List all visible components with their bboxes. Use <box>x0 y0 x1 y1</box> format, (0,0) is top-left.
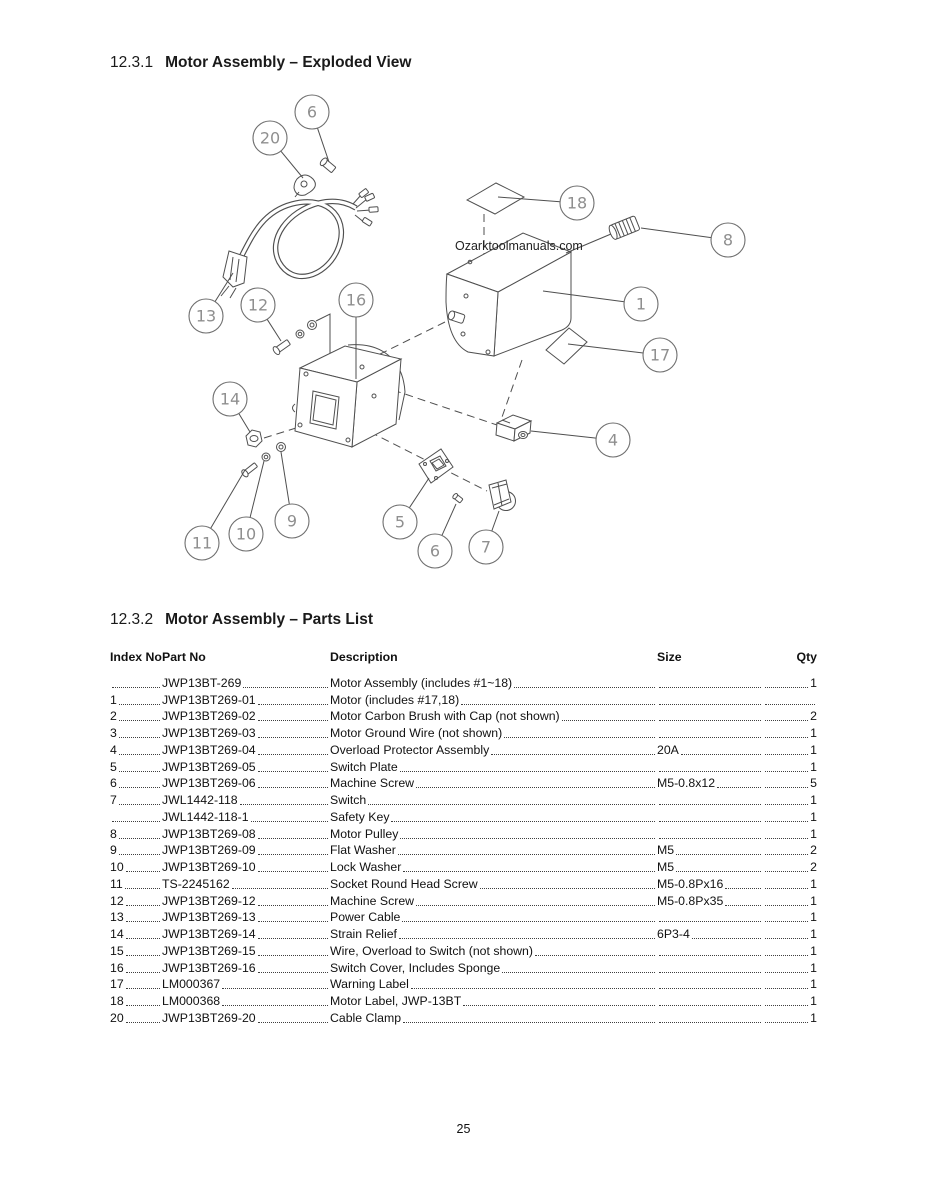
table-row <box>110 825 817 842</box>
table-row <box>110 775 817 792</box>
dotted-leader <box>258 704 328 705</box>
dotted-leader <box>126 955 160 956</box>
callout-number: 6 <box>429 541 441 561</box>
table-row <box>110 992 817 1009</box>
cell-qty: 1 <box>810 742 817 757</box>
callout-number: 20 <box>259 128 281 148</box>
cell-index-no: 9 <box>110 843 117 858</box>
section-number: 12.3.2 <box>110 611 154 628</box>
dotted-leader <box>125 888 160 889</box>
dotted-leader <box>765 838 808 839</box>
dotted-leader <box>126 1005 160 1006</box>
dotted-leader <box>258 905 328 906</box>
cell-qty: 1 <box>810 927 817 941</box>
dotted-leader <box>243 687 328 688</box>
dotted-leader <box>765 821 808 822</box>
switch-part <box>489 480 516 511</box>
cell-description: Safety Key <box>330 809 390 824</box>
dotted-leader <box>126 905 160 906</box>
cell-qty: 1 <box>810 943 817 958</box>
dotted-leader <box>112 687 160 688</box>
dotted-leader <box>403 871 655 872</box>
cell-qty: 1 <box>810 1010 817 1025</box>
header-description: Description <box>330 650 398 664</box>
dotted-leader <box>765 704 815 705</box>
table-row <box>110 892 817 909</box>
dotted-leader <box>765 988 808 989</box>
cell-qty: 2 <box>810 709 817 724</box>
callout-leader-line <box>641 228 711 238</box>
dotted-leader <box>725 905 761 906</box>
cell-index-no: 3 <box>110 726 117 740</box>
dotted-leader <box>126 871 160 872</box>
dotted-leader <box>258 921 328 922</box>
dotted-leader <box>119 754 160 755</box>
dotted-leader <box>258 838 328 839</box>
table-row <box>110 875 817 892</box>
cell-index-no: 7 <box>110 793 117 807</box>
cell-description: Overload Protector Assembly <box>330 742 490 757</box>
dotted-leader <box>765 787 808 788</box>
cell-index-no: 14 <box>110 927 124 941</box>
dotted-leader <box>258 938 328 939</box>
dotted-leader <box>258 854 328 855</box>
callout-leader-line <box>442 504 456 535</box>
dotted-leader <box>765 804 808 805</box>
table-row <box>110 674 817 691</box>
dotted-leader <box>119 737 160 738</box>
dotted-leader <box>504 737 655 738</box>
cell-description: Motor Ground Wire (not shown) <box>330 726 503 740</box>
dotted-leader <box>765 921 808 922</box>
power-cable-part <box>221 188 378 298</box>
table-row <box>110 842 817 859</box>
dotted-leader <box>502 972 655 973</box>
callout-number: 12 <box>247 295 269 315</box>
cell-size: M5-0.8Px16 <box>657 876 724 891</box>
cell-part-no: JWP13BT269-08 <box>162 826 256 841</box>
callout-leader-line <box>531 431 596 438</box>
table-row <box>110 708 817 725</box>
dotted-leader <box>222 988 328 989</box>
cell-description: Switch <box>330 793 367 807</box>
dotted-leader <box>659 1005 761 1006</box>
table-row <box>110 808 817 825</box>
overload-protector-part <box>496 415 531 441</box>
dotted-leader <box>676 871 761 872</box>
cell-index-no: 17 <box>110 977 124 992</box>
dotted-leader <box>659 737 761 738</box>
dotted-leader <box>258 737 328 738</box>
dotted-leader <box>368 804 655 805</box>
dotted-leader <box>461 704 655 705</box>
dotted-leader <box>403 1022 655 1023</box>
cell-qty: 1 <box>810 960 817 975</box>
dotted-leader <box>258 955 328 956</box>
dotted-leader <box>659 921 761 922</box>
lock-washer-part <box>262 453 270 461</box>
dotted-leader <box>126 988 160 989</box>
dotted-leader <box>126 1022 160 1023</box>
cell-index-no: 12 <box>110 893 124 908</box>
callout-leader-line <box>492 511 499 531</box>
callout-number: 11 <box>191 533 213 553</box>
socket-screw-part <box>241 462 259 478</box>
dotted-leader <box>765 938 808 939</box>
dotted-leader <box>765 720 808 721</box>
header-qty: Qty <box>796 650 817 664</box>
callout-leader-line <box>239 414 250 432</box>
switch-cover-part <box>293 345 406 447</box>
cell-qty: 1 <box>810 809 817 824</box>
dotted-leader <box>659 704 761 705</box>
dotted-leader <box>765 972 808 973</box>
dotted-leader <box>535 955 655 956</box>
dotted-leader <box>765 905 808 906</box>
dotted-leader <box>416 787 655 788</box>
section-heading-parts-list <box>110 611 373 629</box>
cell-part-no: JWP13BT269-03 <box>162 726 256 740</box>
callout-number: 18 <box>566 193 588 213</box>
header-part-no: Part No <box>162 650 206 664</box>
cell-part-no: JWP13BT269-14 <box>162 927 256 941</box>
dotted-leader <box>398 854 655 855</box>
cell-part-no: JWP13BT269-12 <box>162 893 256 908</box>
dotted-leader <box>765 888 808 889</box>
dotted-leader <box>514 687 655 688</box>
callout-number: 9 <box>286 511 298 531</box>
dotted-leader <box>119 720 160 721</box>
cell-description: Machine Screw <box>330 776 415 791</box>
dotted-leader <box>222 1005 328 1006</box>
dotted-leader <box>659 687 761 688</box>
cell-size: M5 <box>657 860 675 874</box>
cell-part-no: TS-2245162 <box>162 876 230 891</box>
dotted-leader <box>258 787 328 788</box>
dotted-leader <box>765 771 808 772</box>
table-row <box>110 791 817 808</box>
cable-clamp-part <box>294 175 315 197</box>
dotted-leader <box>402 921 655 922</box>
cell-description: Motor Assembly (includes #1~18) <box>330 675 513 690</box>
callout-number: 1 <box>635 294 647 314</box>
dotted-leader <box>400 838 655 839</box>
cell-description: Strain Relief <box>330 927 397 941</box>
page-number: 25 <box>456 1122 471 1136</box>
cell-index-no: 20 <box>110 1010 124 1025</box>
table-row <box>110 942 817 959</box>
dotted-leader <box>659 720 761 721</box>
cell-part-no: JWP13BT269-09 <box>162 843 256 858</box>
cell-description: Motor (includes #17,18) <box>330 692 460 707</box>
callout-number: 14 <box>219 389 241 409</box>
cell-part-no: JWP13BT-269 <box>162 675 242 690</box>
callout-leader-line <box>281 452 289 504</box>
dotted-leader <box>232 888 328 889</box>
dotted-leader <box>765 754 808 755</box>
cell-part-no: JWP13BT269-13 <box>162 910 256 925</box>
dotted-leader <box>659 988 761 989</box>
flat-washer-part <box>277 443 286 452</box>
cell-size: M5-0.8Px35 <box>657 893 724 908</box>
callout-number: 10 <box>235 524 257 544</box>
dotted-leader <box>391 821 655 822</box>
dotted-leader <box>258 771 328 772</box>
cell-qty: 1 <box>810 726 817 740</box>
dotted-leader <box>659 955 761 956</box>
cell-qty: 5 <box>810 776 817 791</box>
table-row <box>110 925 817 942</box>
dotted-leader <box>765 955 808 956</box>
cell-part-no: JWP13BT269-01 <box>162 692 256 707</box>
cell-qty: 1 <box>810 910 817 925</box>
section-title: Motor Assembly – Exploded View <box>165 54 412 71</box>
cell-index-no: 15 <box>110 943 124 958</box>
cell-index-no: 2 <box>110 709 117 724</box>
cell-part-no: JWP13BT269-16 <box>162 960 256 975</box>
table-row <box>110 976 817 993</box>
dotted-leader <box>692 938 761 939</box>
dotted-leader <box>112 821 160 822</box>
cell-description: Switch Cover, Includes Sponge <box>330 960 501 975</box>
callout-number: 13 <box>195 306 217 326</box>
cell-qty: 2 <box>810 860 817 874</box>
callout-number: 5 <box>394 512 406 532</box>
callout-leader-line <box>317 128 329 162</box>
cell-part-no: JWP13BT269-04 <box>162 742 256 757</box>
cell-description: Power Cable <box>330 910 401 925</box>
cell-size: 20A <box>657 742 679 757</box>
table-row <box>110 741 817 758</box>
dotted-leader <box>659 804 761 805</box>
dotted-leader <box>258 720 328 721</box>
dotted-leader <box>659 1022 761 1023</box>
table-row <box>110 724 817 741</box>
dotted-leader <box>399 938 655 939</box>
dotted-leader <box>258 871 328 872</box>
dotted-leader <box>240 804 328 805</box>
callout-number: 16 <box>345 290 367 310</box>
dotted-leader <box>765 854 808 855</box>
callout-number: 6 <box>306 102 318 122</box>
dotted-leader <box>119 771 160 772</box>
cell-part-no: JWP13BT269-20 <box>162 1010 256 1025</box>
cell-description: Motor Label, JWP-13BT <box>330 994 462 1008</box>
cell-qty: 1 <box>810 675 817 690</box>
dotted-leader <box>258 1022 328 1023</box>
dotted-leader <box>491 754 655 755</box>
dotted-leader <box>126 972 160 973</box>
dotted-leader <box>119 704 160 705</box>
dotted-leader <box>659 771 761 772</box>
dotted-leader <box>119 838 160 839</box>
table-row <box>110 691 817 708</box>
cell-part-no: JWP13BT269-15 <box>162 943 256 958</box>
dotted-leader <box>258 972 328 973</box>
dotted-leader <box>765 1005 808 1006</box>
cell-qty: 1 <box>810 826 817 841</box>
dotted-leader <box>765 1022 808 1023</box>
dotted-leader <box>765 737 808 738</box>
dotted-leader <box>416 905 655 906</box>
watermark-text: Ozarktoolmanuals.com <box>455 239 583 253</box>
dotted-leader <box>480 888 655 889</box>
cell-qty: 1 <box>810 994 817 1008</box>
cell-qty: 1 <box>810 893 817 908</box>
header-size: Size <box>657 650 682 664</box>
table-body <box>110 674 817 1026</box>
cell-size: M5-0.8x12 <box>657 776 716 791</box>
cell-qty: 1 <box>810 793 817 807</box>
callout-leader-line <box>267 319 281 341</box>
dotted-leader <box>717 787 761 788</box>
cell-size: 6P3-4 <box>657 927 690 941</box>
switch-plate-part <box>419 449 453 483</box>
section-title: Motor Assembly – Parts List <box>165 611 373 628</box>
cell-index-no: 4 <box>110 742 117 757</box>
cell-part-no: LM000368 <box>162 994 221 1008</box>
cell-description: Motor Carbon Brush with Cap (not shown) <box>330 709 560 724</box>
cell-qty: 1 <box>810 876 817 891</box>
dotted-leader <box>562 720 655 721</box>
callout-number: 4 <box>607 430 619 450</box>
cell-description: Socket Round Head Screw <box>330 876 478 891</box>
table-row <box>110 858 817 875</box>
cell-qty: 1 <box>810 977 817 992</box>
dotted-leader <box>659 821 761 822</box>
cell-part-no: JWL1442-118 <box>162 793 238 807</box>
dotted-leader <box>463 1005 655 1006</box>
dotted-leader <box>765 871 808 872</box>
header-index-no: Index No <box>110 650 162 664</box>
cell-index-no: 16 <box>110 960 124 975</box>
cell-part-no: JWP13BT269-05 <box>162 759 256 774</box>
cell-description: Warning Label <box>330 977 409 992</box>
dotted-leader <box>725 888 761 889</box>
section-number: 12.3.1 <box>110 54 154 71</box>
dotted-leader <box>659 838 761 839</box>
callout-number: 7 <box>480 537 492 557</box>
callout-leader-line <box>409 478 429 508</box>
table-row <box>110 959 817 976</box>
dotted-leader <box>119 787 160 788</box>
cell-description: Wire, Overload to Switch (not shown) <box>330 943 533 958</box>
dotted-leader <box>126 938 160 939</box>
callout-leader-line <box>281 151 303 178</box>
dotted-leader <box>411 988 655 989</box>
dotted-leader <box>676 854 761 855</box>
cell-part-no: LM000367 <box>162 977 221 992</box>
cell-index-no: 8 <box>110 826 117 841</box>
parts-list-table <box>110 650 817 1026</box>
cell-index-no: 10 <box>110 860 124 874</box>
dotted-leader <box>126 921 160 922</box>
cell-index-no: 6 <box>110 776 117 791</box>
cell-description: Flat Washer <box>330 843 396 858</box>
cell-index-no: 18 <box>110 994 124 1008</box>
table-row <box>110 909 817 926</box>
dotted-leader <box>119 854 160 855</box>
cell-index-no: 11 <box>110 876 123 891</box>
dotted-leader <box>119 804 160 805</box>
cell-index-no: 5 <box>110 759 117 774</box>
cell-qty: 2 <box>810 843 817 858</box>
cell-part-no: JWP13BT269-06 <box>162 776 256 791</box>
cell-description: Switch Plate <box>330 759 398 774</box>
dotted-leader <box>659 972 761 973</box>
table-row <box>110 1009 817 1026</box>
cell-part-no: JWP13BT269-10 <box>162 860 256 874</box>
cell-description: Machine Screw <box>330 893 415 908</box>
dotted-leader <box>258 754 328 755</box>
cell-description: Lock Washer <box>330 860 402 874</box>
strain-relief-part <box>246 430 262 447</box>
dotted-leader <box>681 754 761 755</box>
cell-qty: 1 <box>810 759 817 774</box>
dotted-leader <box>765 687 808 688</box>
cell-part-no: JWL1442-118-1 <box>162 809 249 824</box>
cell-size: M5 <box>657 843 675 858</box>
dotted-leader <box>251 821 328 822</box>
cell-index-no: 13 <box>110 910 124 925</box>
callout-number: 8 <box>722 230 734 250</box>
machine-screw-12-part <box>272 314 330 356</box>
callout-number: 17 <box>649 345 671 365</box>
cell-index-no: 1 <box>110 692 117 707</box>
dotted-leader <box>400 771 655 772</box>
cell-part-no: JWP13BT269-02 <box>162 709 256 724</box>
cell-description: Motor Pulley <box>330 826 399 841</box>
cell-description: Cable Clamp <box>330 1010 402 1025</box>
table-header-row <box>110 650 817 664</box>
machine-screw-bottom-part <box>452 493 463 504</box>
table-row <box>110 758 817 775</box>
